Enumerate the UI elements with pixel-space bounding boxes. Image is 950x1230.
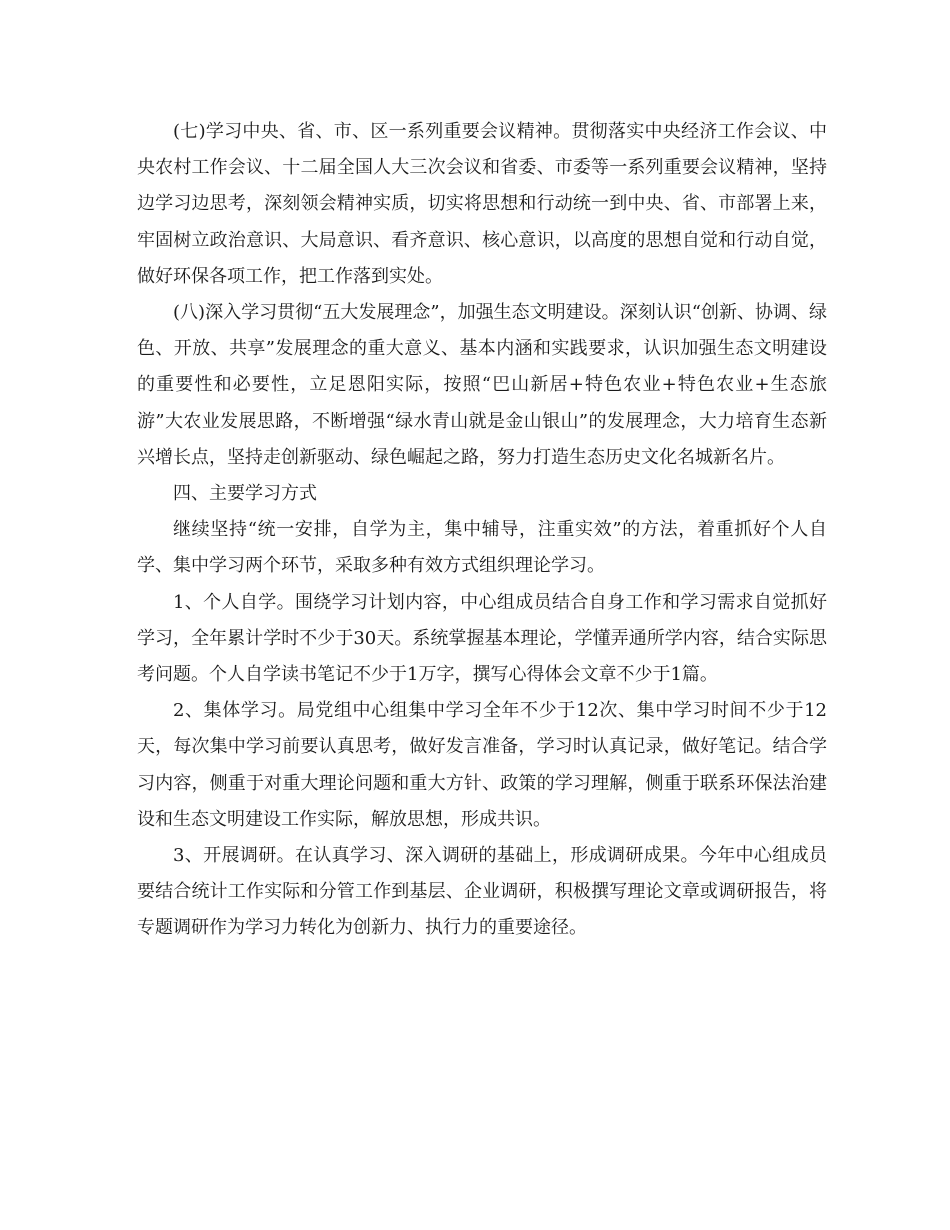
- document-page: [137, 114, 827, 947]
- list-item-group-study: 2、集体学习。局党组中心组集中学习全年不少于12次、集中学习时间不少于12天，每次集中学习前要认真思考，做好发言准备，学习时认真记录，做好笔记。结合学习内容，侧重于对重大理论问题和重大方针、政策的学习理解，侧重于联系环保法治建设和生态文明建设工作实际，解放思想，形成共识。: [137, 700, 827, 830]
- paragraph-method-intro: 继续坚持“统一安排，自学为主，集中辅导，注重实效”的方法，着重抓好个人自学、集中学习两个环节，采取多种有效方式组织理论学习。: [137, 519, 827, 577]
- list-item-self-study: 1、个人自学。围绕学习计划内容，中心组成员结合自身工作和学习需求自觉抓好学习，全年累计学时不少于30天。系统掌握基本理论，学懂弄通所学内容，结合实际思考问题。个人自学读书笔记不少于1万字，撰写心得体会文章不少于1篇。: [137, 591, 827, 686]
- list-item-research: 3、开展调研。在认真学习、深入调研的基础上，形成调研成果。今年中心组成员要结合统计工作实际和分管工作到基层、企业调研，积极撰写理论文章或调研报告，将专题调研作为学习力转化为创新力、执行力的重要途径。: [137, 845, 827, 939]
- paragraph-study-meetings: (七)学习中央、省、市、区一系列重要会议精神。贯彻落实中央经济工作会议、中央农村工作会议、十二届全国人大三次会议和省委、市委等一系列重要会议精神，坚持边学习边思考，深刻领会精神实质，切实将思想和行动统一到中央、省、市部署上来，牢固树立政治意识、大局意识、看齐意识、核心意识，以高度的思想自觉和行动自觉，做好环保各项工作，把工作落到实处。: [137, 121, 827, 287]
- paragraph-five-development-concepts: (八)深入学习贯彻“五大发展理念”，加强生态文明建设。深刻认识“创新、协调、绿色、开放、共享”发展理念的重大意义、基本内涵和实践要求，认识加强生态文明建设的重要性和必要性，立足恩阳实际，按照“巴山新居+特色农业+特色农业+生态旅游”大农业发展思路，不断增强“绿水青山就是金山银山”的发展理念，大力培育生态新兴增长点，坚持走创新驱动、绿色崛起之路，努力打造生态历史文化名城新名片。: [137, 302, 827, 468]
- section-heading-study-methods: 四、主要学习方式: [173, 483, 317, 505]
